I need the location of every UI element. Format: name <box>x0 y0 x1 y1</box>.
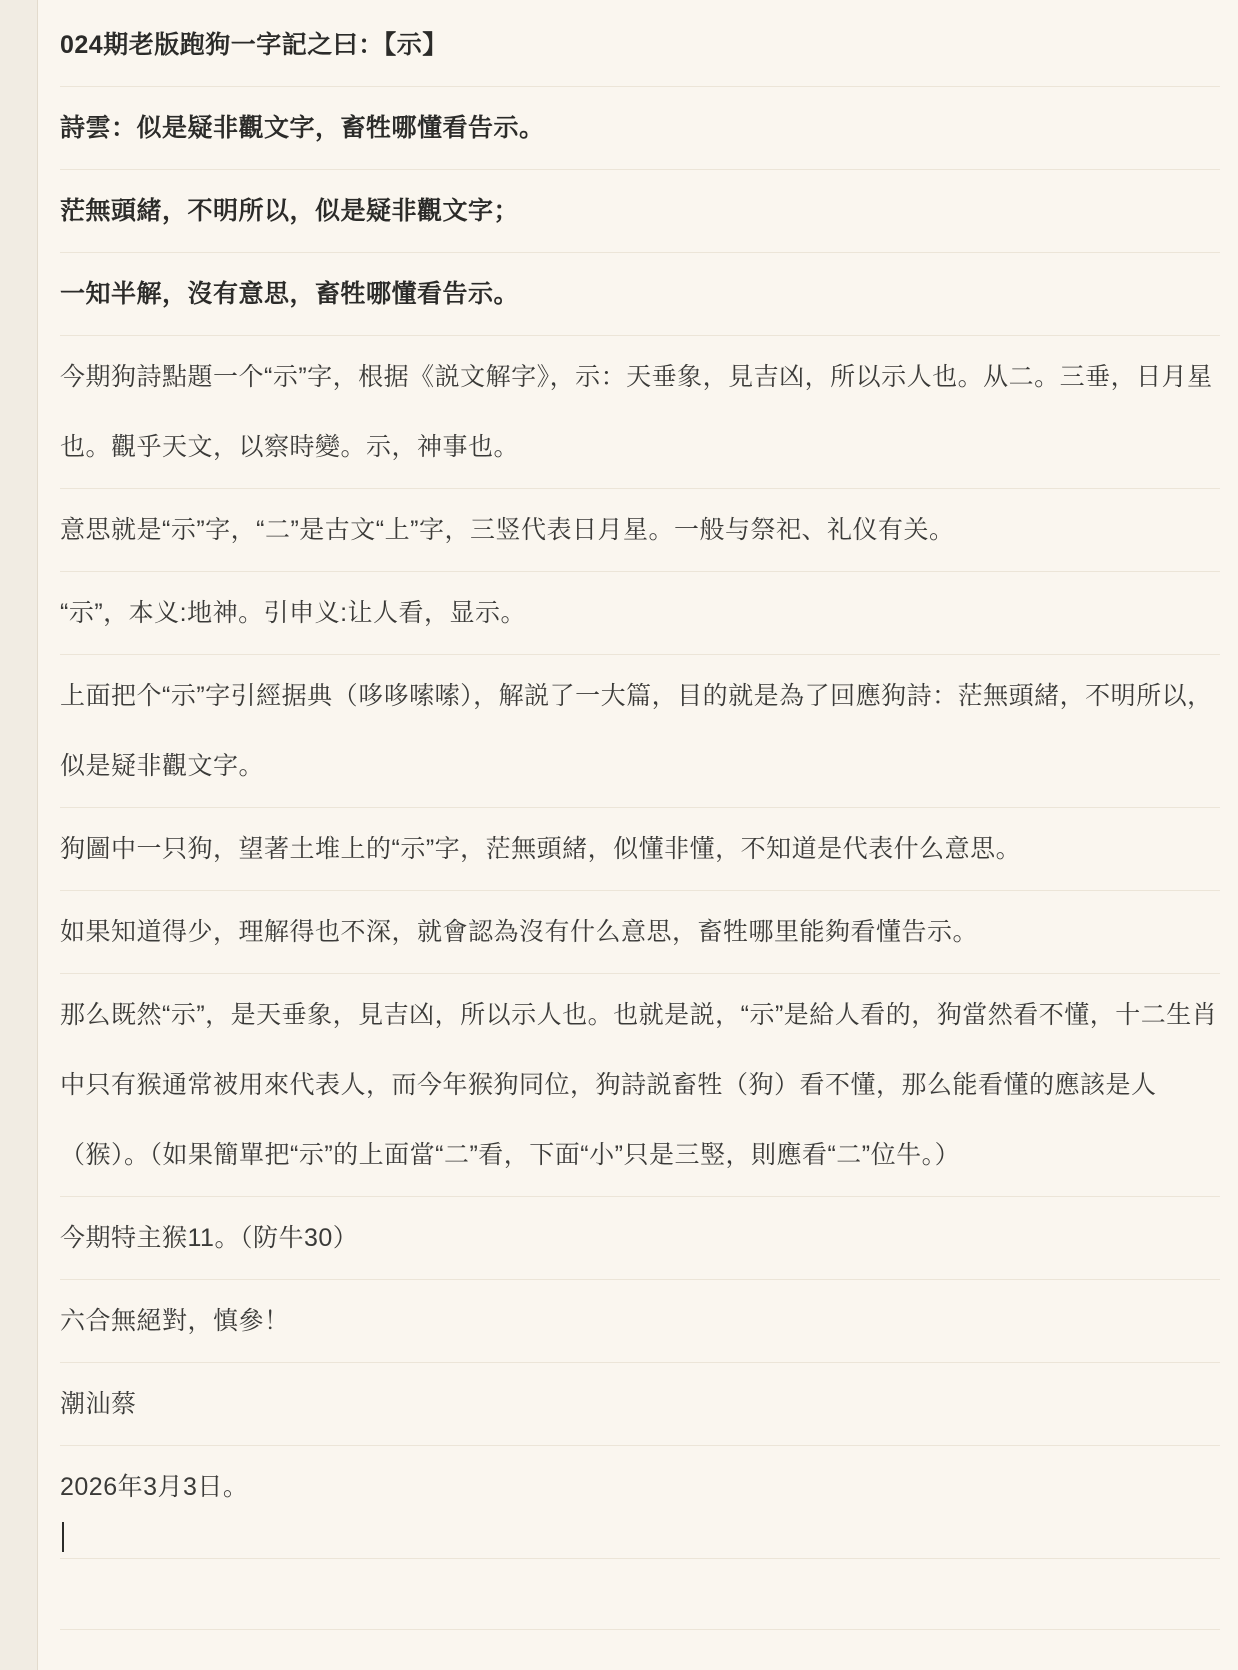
paragraph-explain-4 <box>60 655 1220 808</box>
poem-line-2 <box>60 253 1220 336</box>
document-title-line <box>60 4 1220 87</box>
poem-line-1 <box>60 170 1220 253</box>
paragraph-explain-5 <box>60 808 1220 891</box>
paragraph-explain-6 <box>60 891 1220 974</box>
poem-intro-line <box>60 87 1220 170</box>
paragraph-explain-2-text: 意思就是“示”字，“二”是古文“上”字，三竖代表日月星。一般与祭祀、礼仪有关。 <box>60 516 955 544</box>
paragraph-explain-3-text: “示”，本义:地神。引申义:让人看，显示。 <box>60 599 527 627</box>
disclaimer-text: 六合無絕對，慎參！ <box>60 1307 290 1335</box>
forecast-text: 今期特主猴11。（防牛30） <box>60 1224 359 1252</box>
poem-line-1-text: 茫無頭緒，不明所以，似是疑非觀文字； <box>60 197 520 225</box>
document-body[interactable] <box>38 0 1238 1670</box>
paragraph-explain-7-text: 那么既然“示”，是天垂象，見吉凶，所以示人也。也就是説，“示”是給人看的，狗當然看不懂，十二生肖中只有猴通常被用來代表人，而今年猴狗同位，狗詩説畜牲（狗）看不懂，那么能看懂的應該是人（猴）。（如果簡單把“示”的上面當“二”看，下面“小”只是三竪，則應看“二”位牛。） <box>60 1001 1218 1169</box>
document-title: 024期老版跑狗一字記之曰：【示】 <box>60 31 448 59</box>
paragraph-explain-5-text: 狗圖中一只狗，望著土堆上的“示”字，茫無頭緒，似懂非懂，不知道是代表什么意思。 <box>60 835 1022 863</box>
text-cursor <box>62 1522 64 1552</box>
paragraph-explain-1 <box>60 336 1220 489</box>
paragraph-date <box>60 1446 1220 1559</box>
paragraph-explain-3 <box>60 572 1220 655</box>
poem-intro-text: 詩雲：似是疑非觀文字，畜牲哪懂看告示。 <box>60 114 545 142</box>
paragraph-explain-7 <box>60 974 1220 1197</box>
paragraph-explain-1-text: 今期狗詩點題一个“示”字，根据《説文解字》，示：天垂象，見吉凶，所以示人也。从二。三垂，日月星也。觀乎天文，以察時變。示，神事也。 <box>60 363 1213 461</box>
paragraph-explain-2 <box>60 489 1220 572</box>
date-text: 2026年3月3日。 <box>60 1473 249 1501</box>
paragraph-explain-6-text: 如果知道得少，理解得也不深，就會認為沒有什么意思，畜牲哪里能夠看懂告示。 <box>60 918 979 946</box>
page-margin-column <box>0 0 38 1670</box>
empty-line[interactable] <box>60 1559 1220 1630</box>
paragraph-disclaimer <box>60 1280 1220 1363</box>
paragraph-explain-4-text: 上面把个“示”字引經据典（哆哆嗦嗦），解説了一大篇，目的就是為了回應狗詩：茫無頭緒，不明所以，似是疑非觀文字。 <box>60 682 1213 780</box>
paragraph-forecast <box>60 1197 1220 1280</box>
paragraph-author <box>60 1363 1220 1446</box>
author-text: 潮汕蔡 <box>60 1390 137 1418</box>
poem-line-2-text: 一知半解，沒有意思，畜牲哪懂看告示。 <box>60 280 520 308</box>
